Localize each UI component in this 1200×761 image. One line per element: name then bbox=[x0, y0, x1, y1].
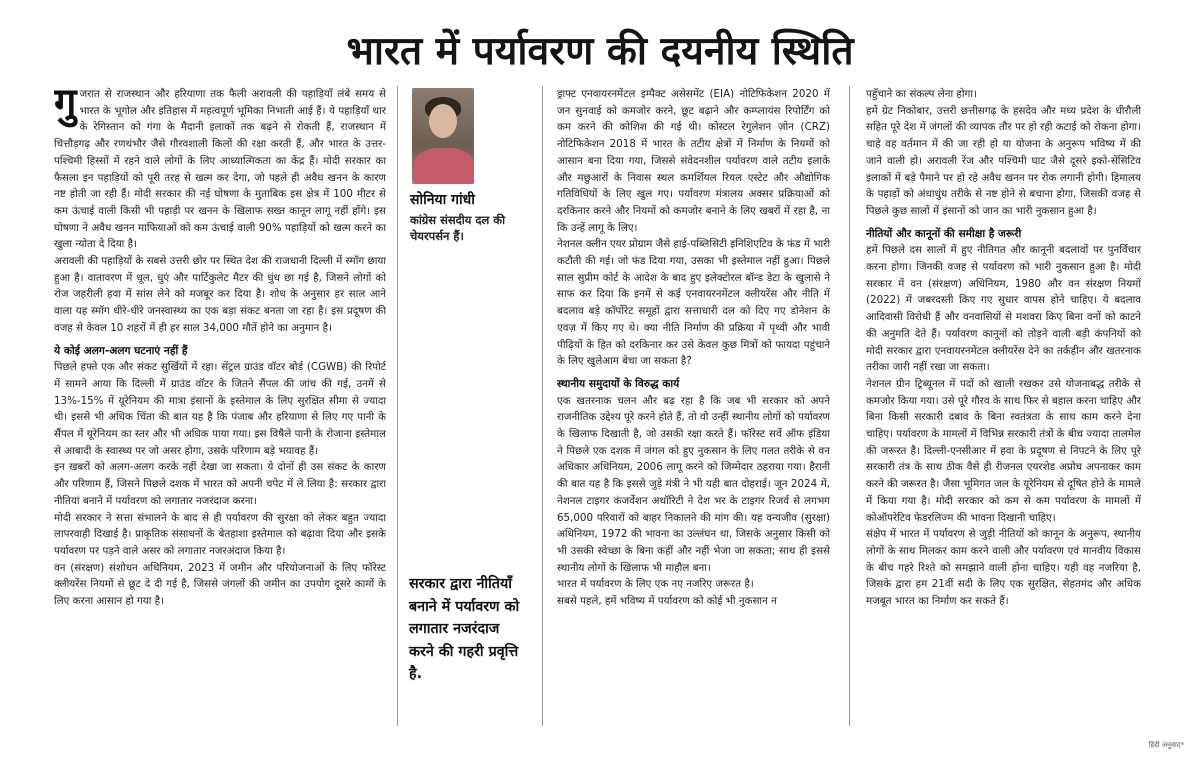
author-photo-saree bbox=[414, 148, 474, 184]
translation-credit: हिंदी अनुवाद* bbox=[1148, 741, 1184, 749]
paragraph: वन (संरक्षण) संशोधन अधिनियम, 2023 में जमीन और परियोजनाओं के लिए फॉरेस्ट क्लीयरेंस नियमों से छूट दे दी गई है, जिससे जंगलों की जमीन का उपयोग दूसरे कामों के लिए करना आसान हो गया है। bbox=[54, 561, 386, 608]
paragraph: सबसे पहले, हमें भविष्य में पर्यावरण को कोई भी नुकसान न bbox=[557, 595, 777, 608]
paragraph: हमें ग्रेट निकोबार, उत्तरी छत्तीसगढ़ के हसदेव और मध्य प्रदेश के धीरौली सहित पूरे देश में जंगलों की व्यापक तौर पर हो रही कटाई को रोकना होगा। चाहे वह वर्तमान में की जा रही हो या योजना के अनुरूप भविष्य में की जाने वाली हो। अरावली रेंज और पश्चिमी घाट जैसे दूसरे इको-सेंसिटिव इलाकों में बड़े पैमाने पर हो रहे अवैध खनन पर रोक लगानी होगी। हिमालय के पहाड़ों को अंधाधुंध तरीके से नष्ट होने से बचाना होगा, जिसकी वजह से पिछले कुछ सालों में इंसानों को जान का भारी नुकसान हुआ है। bbox=[866, 104, 1141, 217]
paragraph: अरावली की पहाड़ियों के सबसे उत्तरी छोर पर स्थित देश की राजधानी दिल्ली में स्मॉग छाया हुआ है। वातावरण में धूल, धुएं और पार्टिकुलेट मैटर की धुंध छा गई है, जिसने लोगों को रोज जहरीली हवा में सांस लेने को मजबूर कर दिया है। शोध के अनुसार हर साल आने वाला यह स्मॉग धीरे-धीरे जनस्वास्थ्य का एक बड़ा संकट बनता जा रहा है। इस प्रदूषण की वजह से केवल 10 शहरों में ही हर साल 34,000 मौतें होने का अनुमान है। bbox=[54, 255, 386, 334]
headline: भारत में पर्यावरण की दयनीय स्थिति bbox=[346, 29, 854, 74]
paragraph: पहुँचाने का संकल्प लेना होगा। bbox=[866, 88, 977, 100]
author-profile bbox=[410, 88, 528, 244]
author-photo bbox=[412, 88, 474, 184]
author-photo-face bbox=[429, 104, 457, 138]
paragraph bbox=[54, 86, 386, 253]
paragraph: ड्राफ्ट एनवायरनमेंटल इम्पैक्ट असेसमेंट (EIA) नोटिफिकेशन 2020 में जन सुनवाई को कमजोर करने, छूट बढ़ाने और कम्प्लायंस रिपोर्टिंग को कम करने की कोशिश की गई थी। कोस्टल रेगुलेशन ज़ोन (CRZ) नोटिफिकेशन 2018 में भारत के तटीय क्षेत्रों में निर्माण के नियमों को आसान बना दिया गया, जिससे संवेदनशील पर्यावरण वाले तटीय इलाके और मछुआरों के निवास स्थल कमर्शियल रियल एस्टेट और औद्योगिक गतिविधियों के लिए खुल गए। पर्यावरण मंत्रालय अक्सर प्रक्रियाओं को दरकिनार करने और नियमों को कमजोर बनाने के लिए खबरों में रहा है, ना कि उन्हें लागू के लिए। bbox=[557, 88, 830, 234]
author-name: सोनिया गांधी bbox=[410, 192, 475, 208]
pull-quote: सरकार द्वारा नीतियाँ बनाने में पर्यावरण को लगातार नजरंदाज करने की गहरी प्रवृत्ति है. bbox=[409, 576, 520, 682]
paragraph: नेशनल क्लीन एयर प्रोग्राम जैसे हाई-पब्लिसिटी इनिशिएटिव के फंड में भारी कटौती की गई। जो फंड दिया गया, उसका भी इस्तेमाल नहीं हुआ। पिछले साल सुप्रीम कोर्ट के आदेश के बाद हुए इलेक्टोरल बॉन्ड डेटा के खुलासे ने साफ कर दिया कि इनमें से कई एनवायरनमेंटल क्लीयरेंस और नीति में बदलाव बड़े कॉर्पोरेट समूहों द्वारा सत्ताधारी दल को दिए गए डोनेशन के एवज़ में किए गए थे। क्या नीति निर्माण की प्रक्रिया में पृथ्वी और भावी पीढ़ियों के हित को दरकिनार कर उसे केवल कुछ मित्रों को फायदा पहुंचाने के लिए खुलेआम बेचा जा सकता है? bbox=[557, 238, 830, 368]
article-column-3 bbox=[557, 86, 830, 732]
subheading: स्थानीय समुदायों के विरुद्ध कार्य bbox=[557, 377, 680, 390]
paragraph: भारत में पर्यावरण के लिए एक नए नजरिए जरूरत है। bbox=[557, 578, 754, 591]
paragraph: संक्षेप में भारत में पर्यावरण से जुड़ी नीतियों को कानून के अनुरूप, स्थानीय लोगों के साथ मिलकर काम करने वाली और पर्यावरण एवं मानवीय विकास के बीच गहरे रिश्ते को समझाने वाली होना चाहिए। यही वह नजरिया है, जिसके द्वारा हम 21वीं सदी के लिए एक सुरक्षित, सेहतमंद और अधिक मजबूत भारत का निर्माण कर सकते हैं। bbox=[866, 528, 1141, 608]
paragraph: मोदी सरकार ने सत्ता संभालने के बाद से ही पर्यावरण की सुरक्षा को लेकर बहुत ज्यादा लापरवाही दिखाई है। प्राकृतिक संसाधनों के बेतहाशा इस्तेमाल को बढ़ावा दिया और इसके पर्यावरण पर पड़ने वाले असर को लगातार नजरअंदाज किया है। bbox=[54, 511, 386, 557]
column-divider bbox=[542, 86, 543, 726]
column-divider bbox=[397, 86, 398, 726]
author-designation: कांग्रेस संसदीय दल की चेयरपर्सन हैं। bbox=[410, 213, 506, 243]
drop-cap: गु bbox=[54, 86, 77, 126]
paragraph: इन खबरों को अलग-अलग करके नहीं देखा जा सकता। ये दोनों ही उस संकट के कारण और परिणाम हैं, जिसने पिछले दशक में भारत को अपनी चपेट में ले लिया है: सरकार द्वारा नीतियां बनाने में पर्यावरण को लगातार नजरंदाज करना। bbox=[54, 461, 386, 507]
paragraph-text: जरात से राजस्थान और हरियाणा तक फैली अरावली की पहाड़ियाँ लंबे समय से भारत के भूगोल और इतिहास में महत्वपूर्ण भूमिका निभाती आई हैं। ये पहाड़ियाँ थार के रेगिस्तान को गंगा के मैदानी इलाकों तक बढ़ने से रोकती हैं, राजस्थान में चित्तौड़गढ़ और रणथंभौर जैसे गौरवशाली किलों की रक्षा करती हैं, और भारत के उत्तर-पश्चिमी हिस्सों में रहने वाले लोगों के लिए आध्यात्मिकता का केंद्र हैं। मोदी सरकार का फैसला इन पहाड़ियों को पूरी तरह से खत्म कर देगा, जो पहले ही अवैध खनन के कारण नष्ट होती जा रही हैं। मोदी सरकार की नई घोषणा के मुताबिक इस क्षेत्र में 100 मीटर से कम ऊंचाई वाली किसी भी पहाड़ी पर खनन के खिलाफ सख्त कानून लागू नहीं होंगे। इस घोषणा ने अवैध खनन माफियाओं को कम ऊंचाई वाली 90% पहाड़ियों को खत्म करने का खुला न्योता दे दिया है। bbox=[54, 88, 386, 251]
article-column-1 bbox=[54, 86, 386, 732]
column-divider bbox=[849, 86, 850, 726]
subheading: ये कोई अलग-अलग घटनाएं नहीं हैं bbox=[54, 344, 188, 357]
paragraph: हमें पिछले दस सालों में हुए नीतिगत और कानूनी बदलावों पर पुनर्विचार करना होगा। जिनकी वजह से पर्यावरण को भारी नुकसान हुआ है। मोदी सरकार में वन (संरक्षण) अधिनियम, 1980 और वन संरक्षण नियमों (2022) में जबरदस्ती किए गए सुधार वापस होने चाहिए। ये बदलाव आदिवासी विरोधी हैं और वनवासियों से मशवरा किए बिना वनों को काटने की अनुमति देते हैं। पर्यावरण कानूनों को तोड़ने वाली बड़ी कंपनियों को मोदी सरकार द्वारा एनवायरनमेंटल क्लीयरेंस देने का तर्कहीन और खतरनाक तरीका जारी नहीं रखा जा सकता। bbox=[866, 244, 1141, 374]
article-column-4 bbox=[866, 86, 1141, 732]
subheading: नीतियों और कानूनों की समीक्षा है जरूरी bbox=[866, 227, 1022, 240]
paragraph: पिछले हफ्ते एक और संकट सुर्खियों में रहा। सेंट्रल ग्राउंड वॉटर बोर्ड (CGWB) की रिपोर्ट में सामने आया कि दिल्ली में ग्राउंड वॉटर के जितने सैंपल की जांच की गई, उनमें से 13%-15% में यूरेनियम की मात्रा इंसानों के इस्तेमाल के लिए सुरक्षित सीमा से ज्यादा थी। इससे भी अधिक चिंता की बात यह है कि पंजाब और हरियाणा से लिए गए पानी के सैंपल में यूरेनियम का स्तर और भी अधिक पाया गया। इस विषैले पानी के रोजाना इस्तेमाल से आबादी के स्वास्थ्य पर जो असर होगा, उसके परिणाम बड़े भयावह हैं। bbox=[54, 361, 386, 457]
paragraph: एक खतरनाक चलन और बढ़ रहा है कि जब भी सरकार को अपने राजनीतिक उद्देश्य पूरे करने होते हैं, तो वो उन्हीं स्थानीय लोगों को पर्यावरण के खिलाफ दिखाती है, जो उसकी रक्षा करते हैं। फॉरेस्ट सर्वे ऑफ इंडिया ने पिछले एक दशक में जंगल को हुए नुकसान के लिए गलत तरीके से वन अधिकार अधिनियम, 2006 लागू करने को जिम्मेदार ठहराया गया। हैरानी की बात यह है कि इससे जुड़े मंत्री ने भी यही बात दोहराई। जून 2024 में, नेशनल टाइगर कंजर्वेशन अथॉरिटी ने देश भर के टाइगर रिजर्व से लगभग 65,000 परिवारों को बाहर निकालने की मांग की। यह वन्यजीव (सुरक्षा) अधिनियम, 1972 की भावना का उल्लंघन था, जिसके अनुसार किसी को भी उसकी स्वेच्छा के बिना कहीं और नहीं भेजा जा सकता; साथ ही इससे स्थानीय लोगों के खिलाफ भी माहौल बना। bbox=[557, 394, 830, 574]
paragraph: नेशनल ग्रीन ट्रिब्यूनल में पदों को खाली रखकर उसे योजनाबद्ध तरीके से कमजोर किया गया। उसे पूरे गौरव के साथ फिर से बहाल करना चाहिए और बिना किसी सरकारी दबाव के बिना स्वतंत्रता के साथ काम करने देना चाहिए। पर्यावरण के मामलों में विभिन्न सरकारी तंत्रों के बीच ज्यादा तालमेल की जरूरत है। दिल्ली-एनसीआर में हवा के प्रदूषण से निपटने के लिए पूरे सरकारी तंत्र के साथ ठीक वैसे ही रीजनल एयरशेड अप्रोच अपनाकर काम करने की जरूरत है। जैसा भूमिगत जल के यूरेनियम से दूषित होने के मामले में किया गया है। मोदी सरकार को कम से कम पर्यावरण के मामलों में कोऑपरेटिव फेडरलिज्म की भावना दिखानी चाहिए। bbox=[866, 377, 1141, 524]
